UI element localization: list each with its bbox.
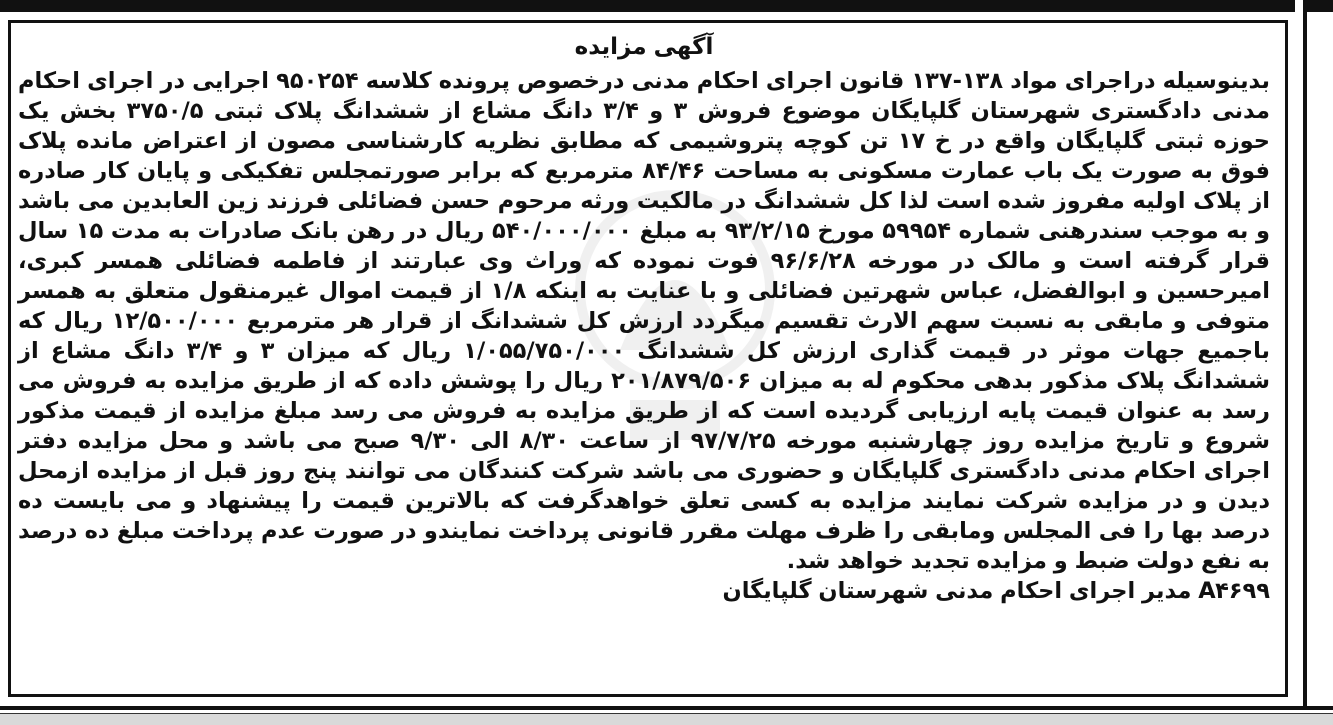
right-edge-rule [1303, 0, 1307, 706]
top-border-bar-right [1305, 0, 1333, 12]
notice-body: بدینوسیله دراجرای مواد ۱۳۸-۱۳۷ قانون اجرای احکام مدنی درخصوص پرونده کلاسه ۹۵۰۲۵۴ اجرایی در اجرای احکام مدنی دادگستری شهرستان گلپایگان موضوع فروش ۳ و ۳/۴ دانگ مشاع از ششدانگ پلاک ثبتی ۳۷۵۰/۵ بخش یک حوزه ثبتی گلپایگان واقع در خ ۱۷ تن کوچه پتروشیمی که مطابق نظریه کارشناسی مصون از اعتراض مانده پلاک فوق به صورت یک باب عمارت مسکونی به مساحت ۸۴/۴۶ مترمربع که برابر صورتمجلس تفکیکی و پایان کار صادره از پلاک اولیه مفروز شده است لذا کل ششدانگ در مالکیت ورثه مرحوم حسن فضائلی فرزند زین العابدین می باشد و به موجب سندرهنی شماره ۵۹۹۵۴ مورخ ۹۳/۲/۱۵ به مبلغ ۵۴۰/۰۰۰/۰۰۰ ریال در رهن بانک صادرات به مدت ۱۵ سال قرار گرفته است و مالک در مورخه ۹۶/۶/۲۸ فوت نموده که وراث وی عبارتند از فاطمه فضائلی همسر کبری، امیرحسین و ابوالفضل، عباس شهرتین فضائلی و با عنایت به اینکه ۱/۸ از قیمت اموال غیرمنقول متعلق به همسر متوفی و مابقی به نسبت سهم الارث تقسیم میگردد ارزش کل ششدانگ از قرار هر مترمربع ۱۲/۵۰۰/۰۰۰ ریال که باجمیع جهات موثر در قیمت گذاری ارزش کل ششدانگ ۱/۰۵۵/۷۵۰/۰۰۰ ریال که میزان ۳ و ۳/۴ دانگ مشاع از ششدانگ پلاک مذکور بدهی محکوم له به میزان ۲۰۱/۸۷۹/۵۰۶ ریال را پوشش داده که از طریق مزایده به فروش می رسد به عنوان قیمت پایه ارزیابی گردیده است که از طریق مزایده به فروش می رسد مبلغ مزایده از قیمت مذکور شروع و تاریخ مزایده روز چهارشنبه مورخه ۹۷/۷/۲۵ از ساعت ۸/۳۰ الی ۹/۳۰ صبح می باشد و محل مزایده دفتر اجرای احکام مدنی دادگستری گلپایگان و حضوری می باشد شرکت کنندگان می توانند پنج روز قبل از مزایده ازمحل دیدن و در مزایده شرکت نمایند مزایده به کسی تعلق خواهدگرفت که بالاترین قیمت را پیشنهاد و می بایست ده درصد بها را فی المجلس ومابقی را ظرف مهلت مقرر قانونی پرداخت نمایندو در صورت عدم پرداخت مبلغ ده درصد به نفع دولت ضبط و مزایده تجدید خواهد شد. [18, 68, 1271, 574]
notice-title: آگهی مزایده [574, 34, 714, 60]
bottom-border-rule [0, 706, 1333, 710]
notice-signature: مدیر اجرای احکام مدنی شهرستان گلپایگان [722, 578, 1192, 604]
notice-signature-line [18, 576, 1270, 606]
notice-code: A۴۶۹۹ [1198, 578, 1270, 604]
bottom-border-band [0, 713, 1333, 725]
top-border-bar [0, 0, 1295, 12]
auction-notice [18, 30, 1270, 685]
